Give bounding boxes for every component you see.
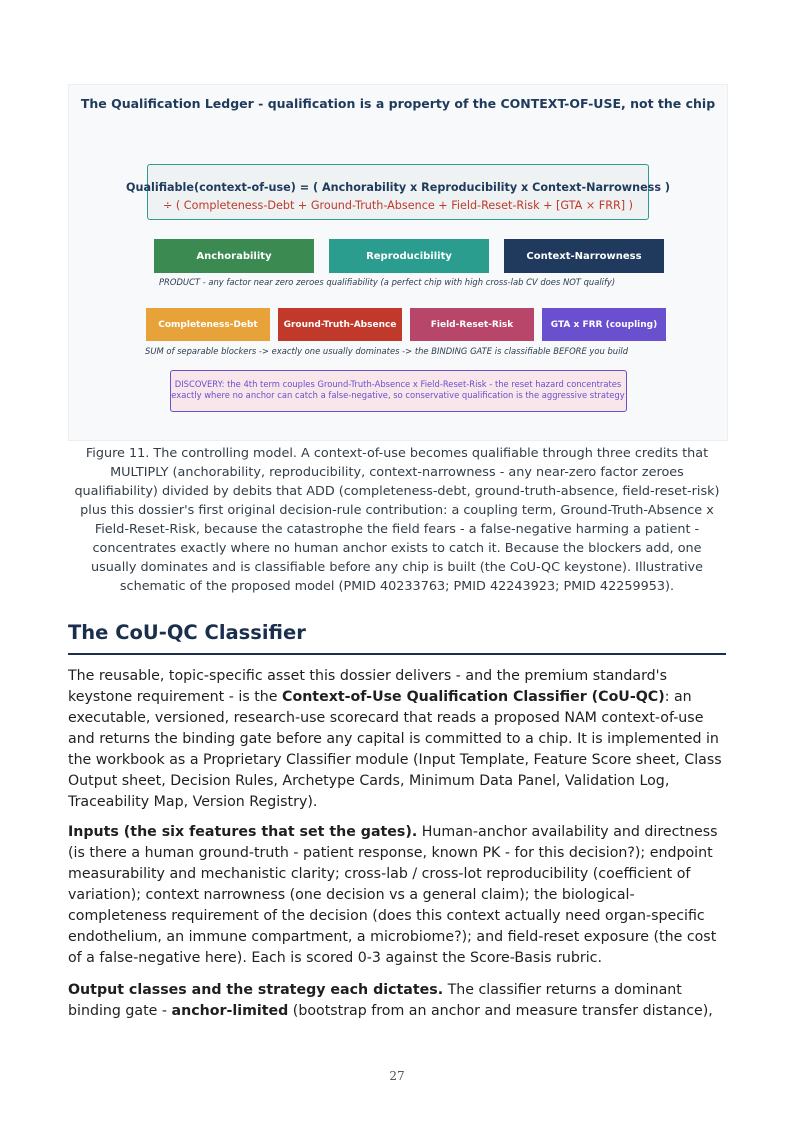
debit-box-ground-truth-absence: Ground-Truth-Absence [278,308,402,341]
credit-box-context-narrowness: Context-Narrowness [504,239,664,273]
discovery-text [137,379,659,401]
paragraph-inputs [68,822,728,969]
para2-rest: Human-anchor availability and directness (is there a human ground-truth - patient response, known PK - for this decision?); endpoint measurability and mechanistic clarity; cross-lab / cross-lot reproducibility (coefficient of variation); context narrowness (one decision vs a general claim); the biological-completeness requirement of the decision (does this context actually need organ-specific endothelium, an immune compartment, a microbiome?); and field-reset exposure (the cost of a false-negative here). Each is scored 0-3 against the Score-Basis rubric. [68,824,718,966]
credits-note: PRODUCT - any factor near zero zeroes qualifiability (a perfect chip with high cross-lab CV does NOT qualify) [159,277,616,287]
para1-lead: The reusable, topic-specific asset this dossier delivers - and the premium standard's keystone requirement - is the [68,668,667,705]
formula-numerator: Qualifiable(context-of-use) = ( Anchorability x Reproducibility x Context-Narrowness ) [126,181,670,194]
para1-bold: Context-of-Use Qualification Classifier (CoU-QC) [282,689,665,705]
section-heading: The CoU-QC Classifier [68,621,306,644]
para1-rest: : an executable, versioned, research-use scorecard that reads a proposed NAM context-of-use and returns the binding gate before any capital is committed to a chip. It is implemented in the workbook as a Proprietary Classifier module (Input Template, Feature Score sheet, Class Output sheet, Decision Rules, Archetype Cards, Minimum Data Panel, Validation Log, Traceability Map, Version Registry). [68,689,722,810]
figure-caption: Figure 11. The controlling model. A context-of-use becomes qualifiable through three credits that MULTIPLY (anchorability, reproducibility, context-narrowness - any near-zero factor zeroes qualifiability) divided by debits that ADD (completeness-debt, ground-truth-absence, field-reset-risk) plus this dossier's first original decision-rule contribution: a coupling term, Ground-Truth-Absence x Field-Reset-Risk, because the catastrophe the field fears - a false-negative harming a patient - concentrates exactly where no human anchor exists to catch it. Because the blockers add, one usually dominates and is classifiable before any chip is built (the CoU-QC keystone). Illustrative schematic of the proposed model (PMID 40233763; PMID 42243923; PMID 42259953). [74,446,720,594]
para3-bold2: anchor-limited [171,1003,289,1019]
debit-box-gta-frr-coupling: GTA x FRR (coupling) [542,308,666,341]
para2-bold: Inputs (the six features that set the gates). [68,824,418,840]
discovery-line-1: DISCOVERY: the 4th term couples Ground-Truth-Absence x Field-Reset-Risk - the reset hazard concentrates [174,379,622,389]
credit-box-reproducibility: Reproducibility [329,239,489,273]
debit-box-completeness-debt: Completeness-Debt [146,308,270,341]
discovery-line-2: exactly where no anchor can catch a false-negative, so conservative qualification is the aggressive strategy [171,390,625,400]
page-number: 27 [389,1069,405,1083]
para3-mid: The classifier returns a dominant binding gate - [68,982,682,1019]
formula-denominator: ÷ ( Completeness-Debt + Ground-Truth-Absence + Field-Reset-Risk + [GTA × FRR] ) [162,199,634,212]
figure-title: The Qualification Ledger - qualification is a property of the CONTEXT-OF-USE, not the chip [80,96,716,111]
debit-box-field-reset-risk: Field-Reset-Risk [410,308,534,341]
qualification-ledger-figure [68,84,728,441]
paragraph-intro [68,666,728,813]
para3-rest: (bootstrap from an anchor and measure transfer distance), [288,1003,713,1019]
debits-note: SUM of separable blockers -> exactly one usually dominates -> the BINDING GATE is classifiable BEFORE you build [145,346,629,356]
credit-box-anchorability: Anchorability [154,239,314,273]
heading-rule [68,653,726,655]
para3-bold: Output classes and the strategy each dictates. [68,982,444,998]
paragraph-outputs [68,980,728,1022]
